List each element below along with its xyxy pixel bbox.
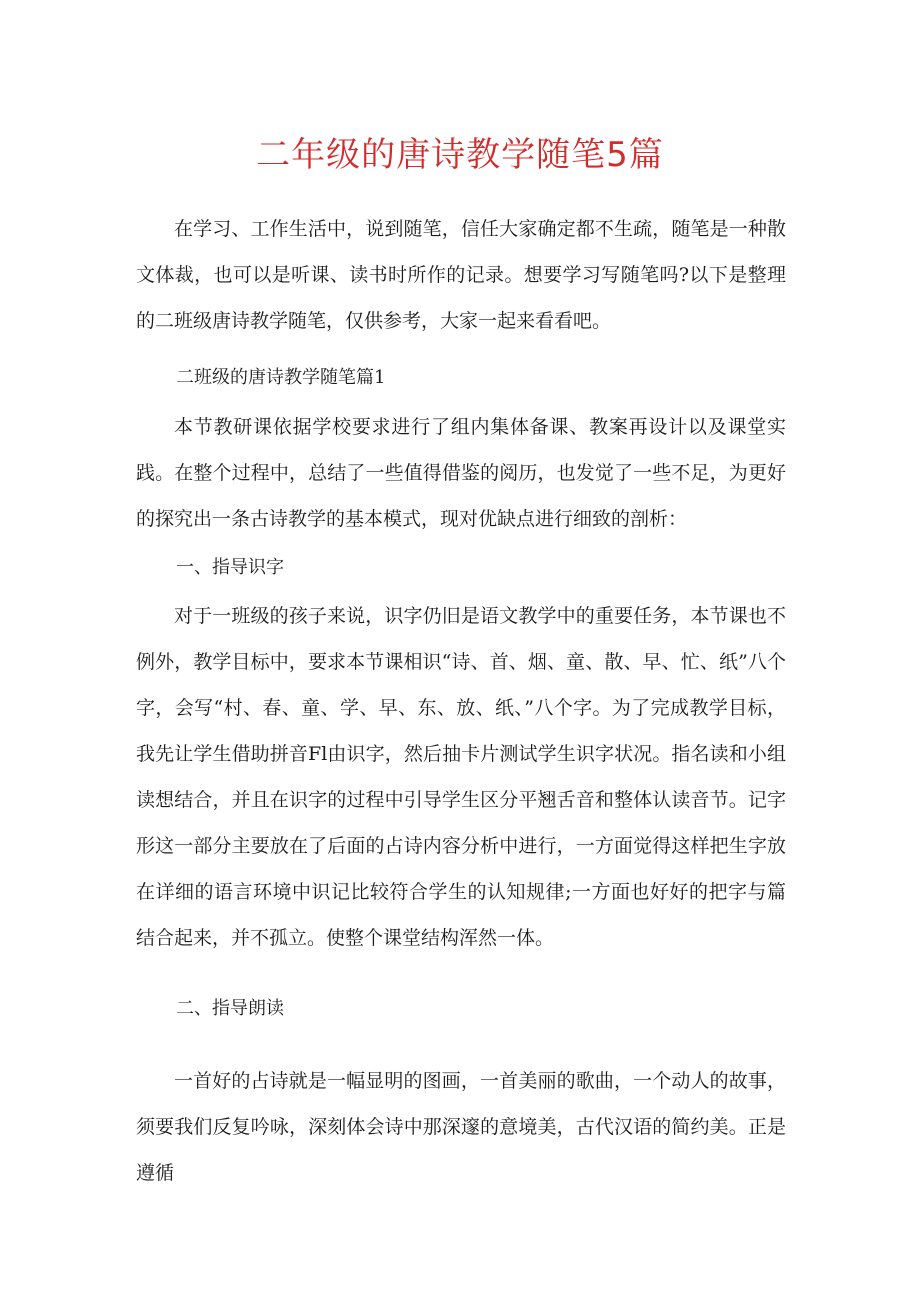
paragraph-3-text: 一首好的占诗就是一幅显明的图画，一首美丽的歌曲，一个动人的故事，须要我们反复吟咏，深刻体会诗中那深邃的意境美，古代汉语的简约美。正是遵循 — [136, 1070, 786, 1184]
heading-reading: 二、指导朗读 — [176, 998, 284, 1019]
heading-literacy: 一、指导识字 — [176, 557, 284, 578]
intro-paragraph — [136, 206, 786, 344]
paragraph-1-text: 本节教研课依据学校要求进行了组内集体备课、教案再设计以及课堂实践。在整个过程中，总结了一些值得借鉴的阅历，也发觉了一些不足，为更好的探究出一条古诗教学的基本模式，现对优缺点进行细致的剖析： — [136, 416, 786, 530]
paragraph-1 — [136, 404, 786, 542]
document-title: 二年级的唐诗教学随笔5篇 — [256, 135, 664, 175]
section-title: 二班级的唐诗教学随笔篇1 — [176, 367, 386, 388]
paragraph-2 — [136, 593, 786, 961]
paragraph-3 — [136, 1058, 786, 1196]
paragraph-2-text: 对于一班级的孩子来说，识字仍旧是语文教学中的重要任务，本节课也不例外，教学目标中，要求本节课相识“诗、首、烟、童、散、早、忙、纸”八个字，会写“村、春、童、学、早、东、放、纸、”八个字。为了完成教学目标，我先让学生借助拼音Fl由识字，然后抽卡片测试学生识字状况。指名读和小组读想结合，并且在识字的过程中引导学生区分平翘舌音和整体认读音节。记字形这一部分主要放在了后面的占诗内容分析中进行，一方面觉得这样把生字放在详细的语言环境中识记比较符合学生的认知规律;一方面也好好的把字与篇结合起来，并不孤立。使整个课堂结构浑然一体。 — [136, 605, 786, 949]
intro-text: 在学习、工作生活中，说到随笔，信任大家确定都不生疏，随笔是一种散文体裁，也可以是听课、读书时所作的记录。想要学习写随笔吗?以下是整理的二班级唐诗教学随笔，仅供参考，大家一起来看看吧。 — [136, 218, 786, 332]
